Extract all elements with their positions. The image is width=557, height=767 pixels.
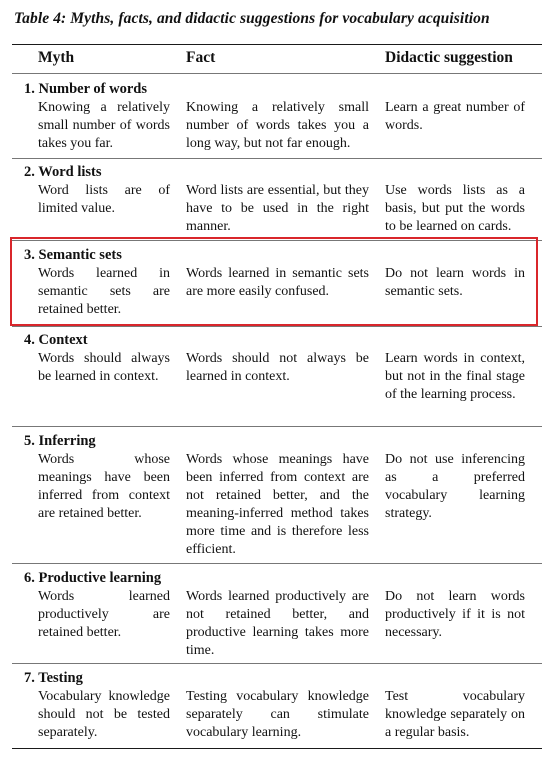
- suggestion-cell: Use words lists as a basis, but put the words to be learned on cards.: [385, 183, 525, 234]
- row-title: 7. Testing: [24, 670, 83, 686]
- bottom-rule: [12, 748, 542, 749]
- row-divider: [12, 158, 542, 159]
- suggestion-cell: Do not learn words in semantic sets.: [385, 266, 525, 299]
- fact-cell: Words learned productively are not retained better, and productive learning takes more time.: [186, 589, 369, 658]
- row-divider: [12, 563, 542, 564]
- row-title: 6. Productive learning: [24, 570, 162, 586]
- row-title: 1. Number of words: [24, 81, 147, 97]
- top-rule: [12, 44, 542, 45]
- row-divider: [12, 426, 542, 427]
- suggestion-cell: Learn a great number of words.: [385, 100, 525, 133]
- suggestion-cell: Do not use inferencing as a preferred vocabulary learning strategy.: [385, 452, 525, 521]
- suggestion-cell: Test vocabulary knowledge separately on a regular basis.: [385, 689, 525, 740]
- myth-cell: Word lists are of limited value.: [38, 183, 170, 216]
- myth-cell: Words whose meanings have been inferred from context are retained better.: [38, 452, 170, 521]
- row-title: 3. Semantic sets: [24, 247, 122, 263]
- row-title: 2. Word lists: [24, 164, 102, 180]
- fact-cell: Knowing a relatively small number of words takes you a long way, but not far enough.: [186, 100, 369, 151]
- myth-cell: Knowing a relatively small number of words takes you far.: [38, 100, 170, 151]
- row-title: 5. Inferring: [24, 433, 96, 449]
- header-fact: Fact: [186, 49, 216, 66]
- myth-cell: Words should always be learned in context.: [38, 351, 170, 384]
- header-myth: Myth: [38, 49, 75, 66]
- myth-cell: Words learned in semantic sets are retained better.: [38, 266, 170, 317]
- myth-cell: Words learned productively are retained better.: [38, 589, 170, 640]
- row-title: 4. Context: [24, 332, 88, 348]
- row-divider: [12, 663, 542, 664]
- fact-cell: Words whose meanings have been inferred from context are not retained better, and the meaning-inferred method takes more time and is therefore less efficient.: [186, 452, 369, 557]
- suggestion-cell: Learn words in context, but not in the final stage of the learning process.: [385, 351, 525, 402]
- header-suggestion: Didactic suggestion: [385, 49, 513, 66]
- row-highlight-box: [10, 237, 538, 326]
- table-caption: Table 4: Myths, facts, and didactic suggestions for vocabulary acquisition: [14, 10, 490, 27]
- fact-cell: Word lists are essential, but they have to be used in the right manner.: [186, 183, 369, 234]
- fact-cell: Testing vocabulary knowledge separately can stimulate vocabulary learning.: [186, 689, 369, 740]
- fact-cell: Words learned in semantic sets are more easily confused.: [186, 266, 369, 299]
- fact-cell: Words should not always be learned in context.: [186, 351, 369, 384]
- header-rule: [12, 73, 542, 74]
- myth-cell: Vocabulary knowledge should not be tested separately.: [38, 689, 170, 740]
- row-divider: [12, 326, 542, 327]
- suggestion-cell: Do not learn words productively if it is not necessary.: [385, 589, 525, 640]
